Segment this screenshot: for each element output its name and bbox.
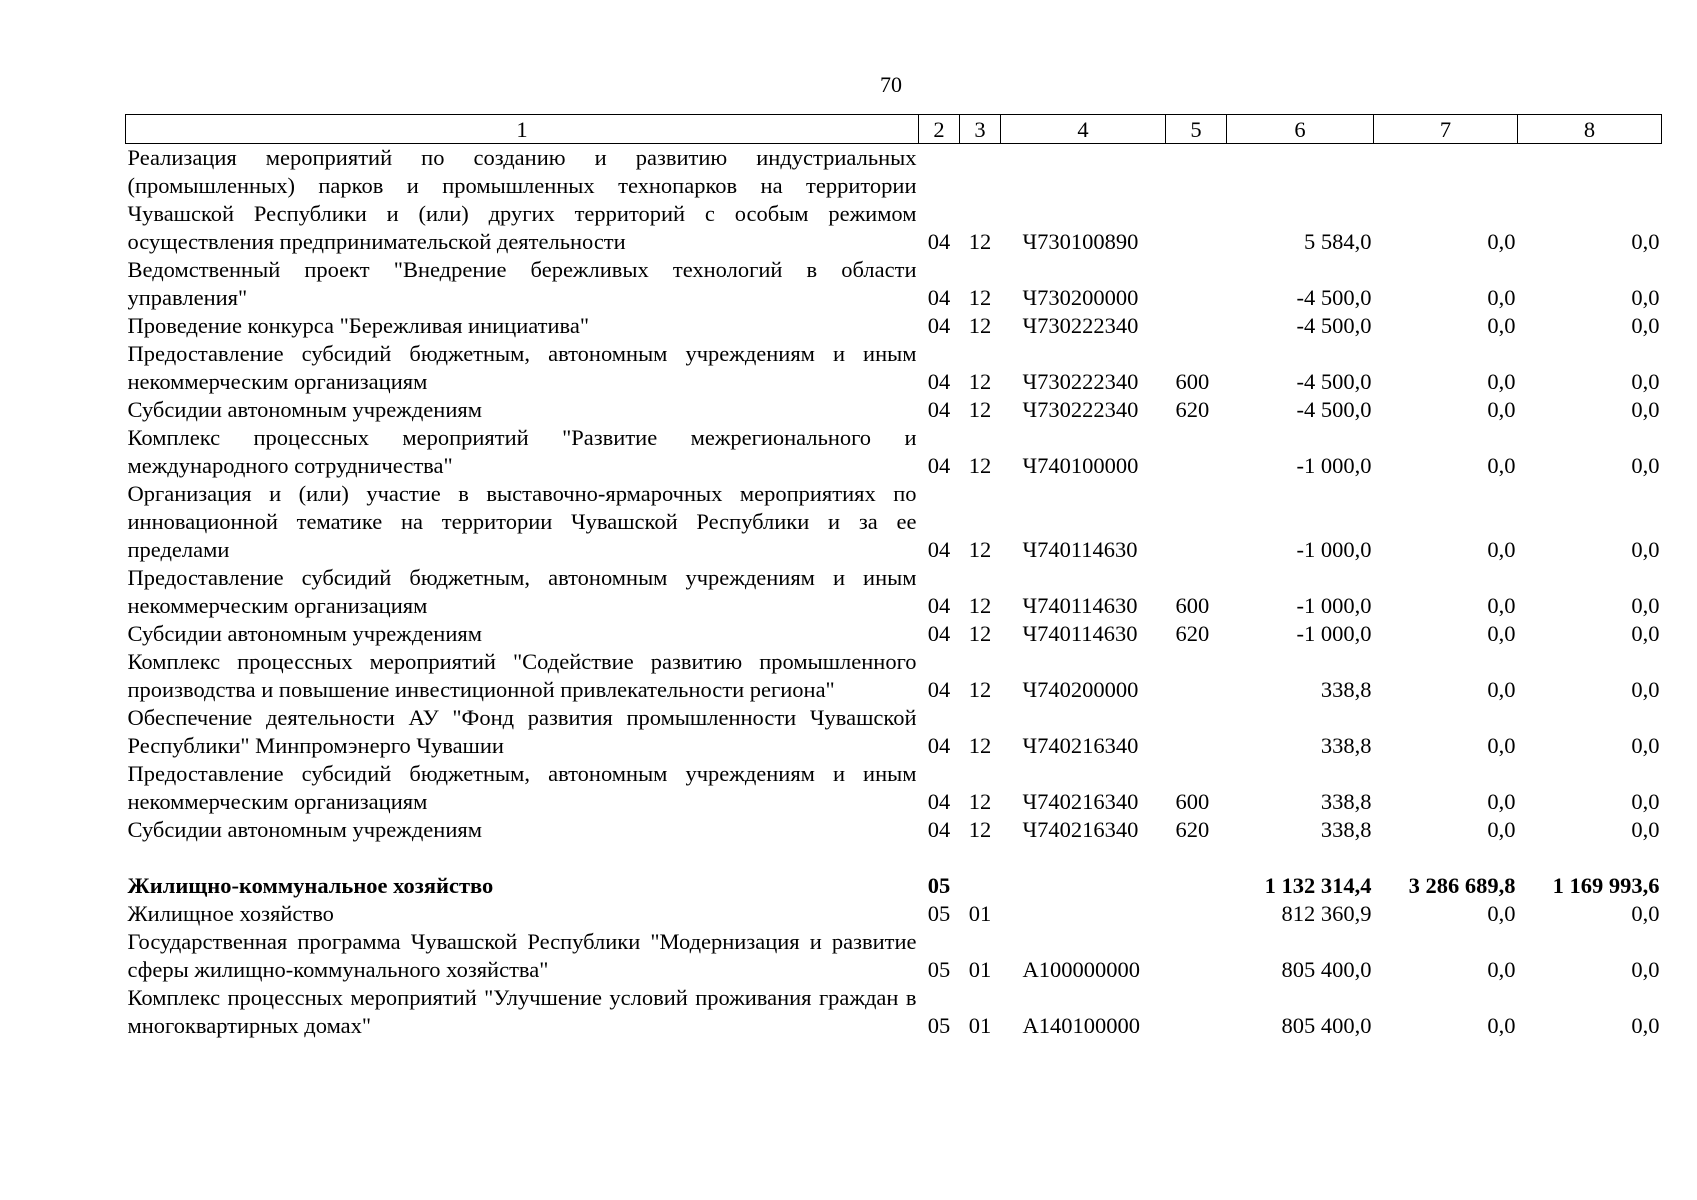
row-subsection: 12: [968, 397, 992, 422]
row-expense-type: [1166, 256, 1227, 312]
row-name: Реализация мероприятий по созданию и развитию индустриальных (промышленных) парков и промышленных технопарков на территории Чувашской Республики и (или) других территорий с особым режимом осуществления предпринимательской деятельности: [127, 145, 917, 254]
row-value-6: -4 500,0: [1296, 313, 1372, 338]
row-section: 04: [927, 313, 951, 338]
row-value-6: 5 584,0: [1304, 229, 1372, 254]
row-value-8: 0,0: [1631, 733, 1660, 758]
row-name: Предоставление субсидий бюджетным, автономным учреждениям и иным некоммерческим организациям: [127, 565, 917, 618]
row-subsection: 12: [968, 677, 992, 702]
row-value-6: -4 500,0: [1296, 285, 1372, 310]
row-subsection: 12: [968, 817, 992, 842]
col-header-8: 8: [1518, 115, 1662, 144]
row-section: 04: [927, 593, 951, 618]
row-value-8: 0,0: [1631, 677, 1660, 702]
row-value-8: 0,0: [1631, 621, 1660, 646]
row-subsection: 12: [968, 733, 992, 758]
row-name: Проведение конкурса "Бережливая инициатива": [127, 313, 590, 338]
row-section: 04: [927, 537, 951, 562]
row-name: Обеспечение деятельности АУ "Фонд развития промышленности Чувашской Республики" Минпромэнерго Чувашии: [127, 705, 917, 758]
row-target-code: Ч740114630: [1022, 621, 1138, 646]
table-row: [126, 620, 1662, 648]
row-value-8: 0,0: [1631, 901, 1660, 926]
row-section: 04: [927, 397, 951, 422]
table-row: [126, 424, 1662, 480]
row-value-6: 338,8: [1320, 817, 1372, 842]
row-value-8: 0,0: [1631, 593, 1660, 618]
row-expense-type: 620: [1175, 817, 1210, 842]
row-target-code: Ч740216340: [1022, 789, 1139, 814]
row-value-6: 338,8: [1320, 677, 1372, 702]
row-value-7: 0,0: [1487, 453, 1516, 478]
row-subsection: 12: [968, 621, 992, 646]
row-value-6: 805 400,0: [1281, 1013, 1372, 1038]
row-expense-type: [1166, 648, 1227, 704]
row-subsection: 01: [968, 1013, 992, 1038]
row-value-6: -1 000,0: [1296, 537, 1372, 562]
row-subsection: [960, 872, 1001, 900]
row-section: 04: [927, 453, 951, 478]
row-value-6: -1 000,0: [1296, 593, 1372, 618]
row-value-8: 0,0: [1631, 313, 1660, 338]
row-value-7: 0,0: [1487, 789, 1516, 814]
col-header-6: 6: [1227, 115, 1374, 144]
row-expense-type: [1166, 424, 1227, 480]
row-section: 05: [927, 873, 951, 898]
table-header-row: [126, 115, 1662, 144]
row-expense-type: [1166, 900, 1227, 928]
row-expense-type: [1166, 872, 1227, 900]
row-name: Субсидии автономным учреждениям: [127, 397, 482, 422]
row-target-code: Ч740216340: [1022, 733, 1139, 758]
row-target-code: [1001, 900, 1166, 928]
row-target-code: Ч730200000: [1022, 285, 1139, 310]
row-target-code: Ч740114630: [1022, 593, 1138, 618]
col-header-3: 3: [960, 115, 1001, 144]
table-row: [126, 648, 1662, 704]
table-row: [126, 816, 1662, 844]
row-section: 04: [927, 621, 951, 646]
row-expense-type: [1166, 704, 1227, 760]
row-name: Жилищное хозяйство: [127, 901, 334, 926]
row-value-7: 0,0: [1487, 1013, 1516, 1038]
row-subsection: 12: [968, 369, 992, 394]
row-name: Комплекс процессных мероприятий "Улучшение условий проживания граждан в многоквартирных домах": [127, 985, 917, 1038]
row-value-6: -1 000,0: [1296, 621, 1372, 646]
row-value-8: 0,0: [1631, 397, 1660, 422]
row-target-code: А140100000: [1022, 1013, 1140, 1038]
row-section: 05: [927, 1013, 951, 1038]
row-section: 04: [927, 285, 951, 310]
row-name: Предоставление субсидий бюджетным, автономным учреждениям и иным некоммерческим организациям: [127, 341, 917, 394]
row-target-code: Ч740114630: [1022, 537, 1138, 562]
row-value-7: 0,0: [1487, 593, 1516, 618]
row-expense-type: [1166, 928, 1227, 984]
row-expense-type: [1166, 984, 1227, 1040]
row-expense-type: 600: [1175, 369, 1210, 394]
row-expense-type: [1166, 144, 1227, 257]
row-target-code: [1001, 872, 1166, 900]
row-name: Предоставление субсидий бюджетным, автономным учреждениям и иным некоммерческим организациям: [127, 761, 917, 814]
table-row: [126, 900, 1662, 928]
row-value-7: 0,0: [1487, 397, 1516, 422]
table-row: [126, 396, 1662, 424]
row-expense-type: 620: [1175, 621, 1210, 646]
col-header-2: 2: [919, 115, 960, 144]
row-name: Комплекс процессных мероприятий "Развитие межрегионального и международного сотрудничества": [127, 425, 917, 478]
row-value-6: -1 000,0: [1296, 453, 1372, 478]
row-section: 04: [927, 817, 951, 842]
row-value-7: 0,0: [1487, 817, 1516, 842]
table-row: [126, 564, 1662, 620]
row-expense-type: 600: [1175, 593, 1210, 618]
spacer-row: [126, 844, 1662, 872]
row-value-6: 812 360,9: [1281, 901, 1372, 926]
row-expense-type: [1166, 480, 1227, 564]
row-target-code: Ч730222340: [1022, 369, 1139, 394]
row-value-8: 1 169 993,6: [1552, 873, 1660, 898]
spacer-cell: [126, 844, 1662, 872]
row-section: 04: [927, 677, 951, 702]
row-target-code: Ч740216340: [1022, 817, 1139, 842]
row-value-8: 0,0: [1631, 369, 1660, 394]
table-row: [126, 760, 1662, 816]
row-subsection: 12: [968, 285, 992, 310]
row-target-code: Ч730100890: [1022, 229, 1139, 254]
row-value-7: 0,0: [1487, 677, 1516, 702]
row-value-7: 0,0: [1487, 369, 1516, 394]
row-value-6: 1 132 314,4: [1264, 873, 1372, 898]
row-value-7: 0,0: [1487, 537, 1516, 562]
section-total-row: [126, 872, 1662, 900]
row-subsection: 12: [968, 537, 992, 562]
row-target-code: А100000000: [1022, 957, 1140, 982]
row-value-7: 3 286 689,8: [1408, 873, 1516, 898]
row-expense-type: 600: [1175, 789, 1210, 814]
row-name: Государственная программа Чувашской Республики "Модернизация и развитие сферы жилищно-коммунального хозяйства": [127, 929, 917, 982]
table-row: [126, 312, 1662, 340]
row-target-code: Ч740200000: [1022, 677, 1139, 702]
row-subsection: 12: [968, 453, 992, 478]
row-value-6: -4 500,0: [1296, 397, 1372, 422]
table-row: [126, 704, 1662, 760]
table-row: [126, 256, 1662, 312]
row-value-8: 0,0: [1631, 537, 1660, 562]
col-header-7: 7: [1374, 115, 1518, 144]
row-value-7: 0,0: [1487, 313, 1516, 338]
row-value-7: 0,0: [1487, 733, 1516, 758]
col-header-1: 1: [126, 115, 919, 144]
col-header-4: 4: [1001, 115, 1166, 144]
row-expense-type: [1166, 312, 1227, 340]
row-value-6: 338,8: [1320, 789, 1372, 814]
row-value-8: 0,0: [1631, 817, 1660, 842]
row-section: 04: [927, 733, 951, 758]
row-value-7: 0,0: [1487, 621, 1516, 646]
row-name: Организация и (или) участие в выставочно-ярмарочных мероприятиях по инновационной тематике на территории Чувашской Республики и за ее пределами: [127, 481, 917, 562]
row-value-6: 338,8: [1320, 733, 1372, 758]
row-value-8: 0,0: [1631, 285, 1660, 310]
row-subsection: 12: [968, 229, 992, 254]
table-row: [126, 928, 1662, 984]
row-target-code: Ч730222340: [1022, 397, 1139, 422]
row-name: Субсидии автономным учреждениям: [127, 817, 482, 842]
row-subsection: 01: [968, 901, 992, 926]
row-section: 05: [927, 901, 951, 926]
page-number: 70: [880, 72, 902, 97]
row-value-7: 0,0: [1487, 285, 1516, 310]
row-value-8: 0,0: [1631, 229, 1660, 254]
row-section: 04: [927, 229, 951, 254]
table-row: [126, 340, 1662, 396]
row-value-6: 805 400,0: [1281, 957, 1372, 982]
row-value-6: -4 500,0: [1296, 369, 1372, 394]
row-subsection: 12: [968, 313, 992, 338]
row-section: 04: [927, 789, 951, 814]
row-name: Субсидии автономным учреждениям: [127, 621, 482, 646]
table-row: [126, 144, 1662, 257]
row-subsection: 12: [968, 789, 992, 814]
row-value-7: 0,0: [1487, 229, 1516, 254]
row-section: 05: [927, 957, 951, 982]
row-target-code: Ч740100000: [1022, 453, 1139, 478]
row-value-8: 0,0: [1631, 789, 1660, 814]
row-section: 04: [927, 369, 951, 394]
row-subsection: 01: [968, 957, 992, 982]
row-value-8: 0,0: [1631, 453, 1660, 478]
row-value-7: 0,0: [1487, 957, 1516, 982]
col-header-5: 5: [1166, 115, 1227, 144]
row-expense-type: 620: [1175, 397, 1210, 422]
table-row: [126, 984, 1662, 1040]
row-target-code: Ч730222340: [1022, 313, 1139, 338]
table-row: [126, 480, 1662, 564]
row-subsection: 12: [968, 593, 992, 618]
row-value-8: 0,0: [1631, 957, 1660, 982]
row-name: Жилищно-коммунальное хозяйство: [127, 873, 494, 898]
row-name: Ведомственный проект "Внедрение бережливых технологий в области управления": [127, 257, 917, 310]
row-name: Комплекс процессных мероприятий "Содействие развитию промышленного производства и повышение инвестиционной привлекательности региона": [127, 649, 917, 702]
budget-table: [125, 114, 1662, 1040]
row-value-7: 0,0: [1487, 901, 1516, 926]
row-value-8: 0,0: [1631, 1013, 1660, 1038]
